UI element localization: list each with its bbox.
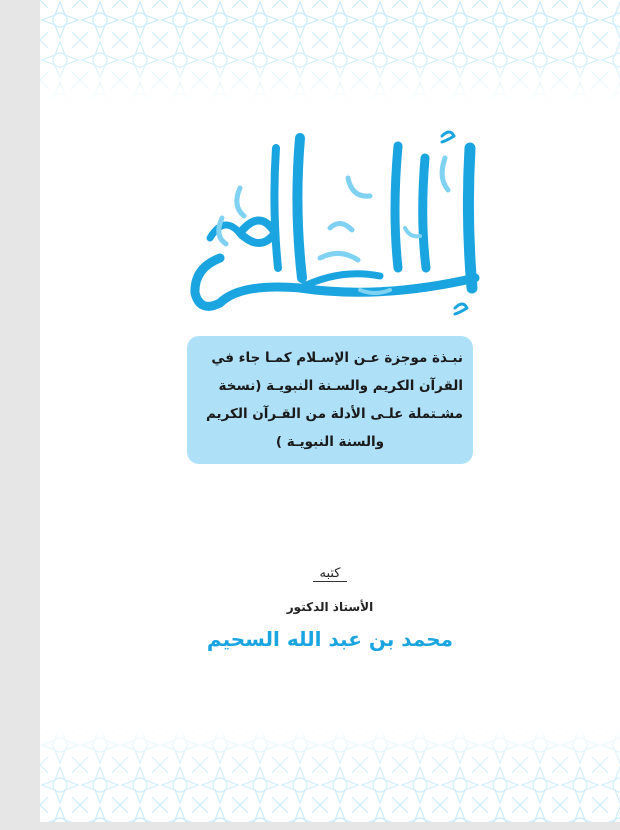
description-line-1: نبـذة موجزة عـن الإسـلام كمـا جاء في — [211, 350, 463, 366]
written-by-text: كتبه — [313, 566, 346, 582]
description-box — [187, 336, 473, 464]
description-line-3: مشـتملة علـى الأدلة من القـرآن الكريم — [205, 406, 463, 422]
author-title: الأستاذ الدكتور — [286, 600, 374, 614]
description-line-4: والسنة النبويـة ) — [275, 434, 385, 450]
bottom-geometric-pattern — [40, 725, 620, 822]
book-cover-page — [40, 0, 620, 822]
written-by-label — [160, 566, 500, 581]
author-name: محمد بن عبد الله السحيم — [206, 627, 454, 651]
calligraphy-title — [180, 118, 480, 318]
top-geometric-pattern — [40, 0, 620, 102]
description-line-2: القرآن الكريم والسـنة النبويـة (نسخة — [218, 378, 463, 394]
